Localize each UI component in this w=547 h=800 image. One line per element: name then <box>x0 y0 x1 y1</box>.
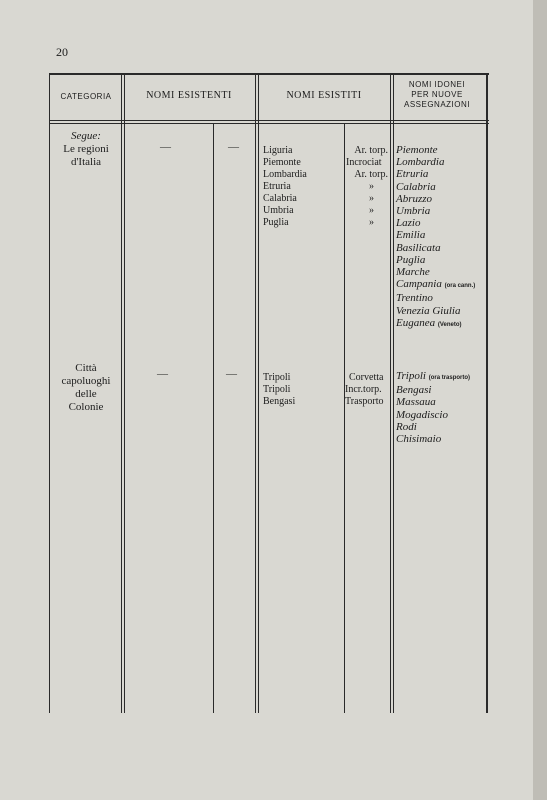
list-item: Trentino <box>396 292 433 305</box>
list-item: » <box>369 193 374 204</box>
list-item: Euganea (Veneto) <box>396 316 462 329</box>
column-divider-2 <box>255 73 256 713</box>
column-divider-3b <box>393 73 394 713</box>
list-item: Basilicata <box>396 241 441 254</box>
note: (Veneto) <box>437 321 462 328</box>
list-item: Lombardia <box>263 169 307 180</box>
header-nomi-idonei <box>392 80 482 110</box>
column-divider-existing-inner <box>213 124 214 713</box>
list-item: » <box>369 205 374 216</box>
existing-dash: — <box>160 141 171 153</box>
list-item: Etruria <box>396 168 429 181</box>
past-types-list <box>346 145 388 229</box>
page-number: 20 <box>56 45 68 59</box>
list-item: Incrociat <box>346 157 382 168</box>
list-item: Massaua <box>396 396 436 409</box>
category-line: Le regioni <box>63 143 109 155</box>
list-item: Incr.torp. <box>345 384 382 395</box>
category-line: d'Italia <box>70 156 102 168</box>
column-divider-3 <box>390 73 391 713</box>
list-item: Abruzzo <box>396 192 433 205</box>
list-item: Chisimaio <box>396 433 442 446</box>
list-item: Emilia <box>396 229 426 242</box>
list-item: Mogadiscio <box>396 408 448 421</box>
list-item: » <box>369 181 374 192</box>
list-item: Ar. torp. <box>354 145 388 156</box>
past-names-list <box>263 372 295 408</box>
table-header-rule-2 <box>49 123 489 124</box>
list-item: Lombardia <box>396 156 445 169</box>
list-item: Puglia <box>396 253 426 266</box>
category-line: Colonie <box>68 401 104 413</box>
column-divider-past-inner <box>344 124 345 713</box>
suitable-names-list <box>396 144 475 331</box>
column-divider-1b <box>124 73 125 713</box>
header-nomi-idonei-line-2: PER NUOVE <box>411 90 463 99</box>
column-divider-2b <box>258 73 259 713</box>
category-line: capoluoghi <box>61 375 111 387</box>
note: (ora trasporto) <box>428 375 471 381</box>
list-item: Trasporto <box>345 396 384 407</box>
list-item: Ar. torp. <box>354 169 388 180</box>
list-item: Venezia Giulia <box>396 304 461 317</box>
header-nomi-esistiti: NOMI ESISTITI <box>286 90 362 101</box>
list-item: Lazio <box>396 217 421 230</box>
table-top-rule <box>49 73 489 75</box>
category-colonie <box>50 362 122 414</box>
table-header-rule <box>49 120 489 121</box>
list-item: Corvetta <box>349 372 384 383</box>
past-types-list <box>345 372 384 408</box>
list-item: Marche <box>396 266 430 279</box>
list-item: Puglia <box>263 217 289 228</box>
list-item: Bengasi <box>396 384 432 397</box>
existing-dash: — <box>157 368 168 380</box>
header-nomi-idonei-line-1: NOMI IDONEI <box>408 80 466 89</box>
header-categoria: CATEGORIA <box>60 92 112 101</box>
header-nomi-esistenti: NOMI ESISTENTI <box>146 90 232 101</box>
list-item: Piemonte <box>396 144 438 156</box>
list-item: Calabria <box>396 180 436 193</box>
page-edge-shadow <box>533 0 547 800</box>
suitable-names-list <box>396 370 470 445</box>
list-item: Campania (ora cann.) <box>396 278 476 291</box>
list-item: Tripoli <box>263 384 291 395</box>
list-item: Etruria <box>263 181 291 192</box>
category-line: delle <box>75 388 97 400</box>
list-item: Bengasi <box>263 396 296 407</box>
list-item: Rodi <box>396 420 417 433</box>
list-item: Umbria <box>396 205 431 218</box>
category-line: Città <box>75 362 97 374</box>
existing-dash: — <box>226 368 237 380</box>
note: (ora cann.) <box>444 283 476 290</box>
category-line: Segue: <box>71 130 101 142</box>
list-item: Piemonte <box>263 157 301 168</box>
header-nomi-idonei-line-3: ASSEGNAZIONI <box>403 100 470 109</box>
table-right-border <box>486 73 488 713</box>
list-item: » <box>369 217 374 228</box>
list-item: Calabria <box>263 193 297 204</box>
existing-dash: — <box>228 141 239 153</box>
past-names-list <box>263 145 307 229</box>
list-item: Liguria <box>263 145 293 156</box>
list-item: Umbria <box>263 205 294 216</box>
list-item: Tripoli <box>263 372 291 383</box>
category-regioni <box>50 130 122 169</box>
list-item: Tripoli (ora trasporto) <box>396 370 471 382</box>
